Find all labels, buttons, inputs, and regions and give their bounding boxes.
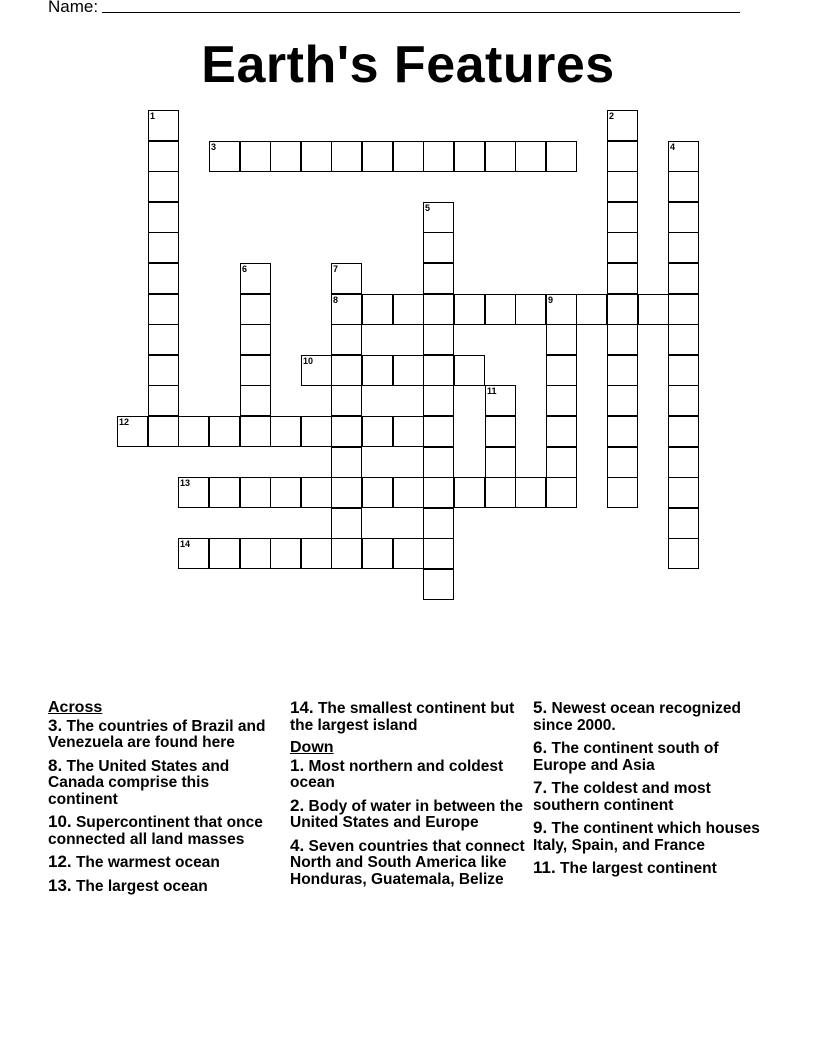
grid-cell[interactable] xyxy=(668,171,699,202)
grid-cell[interactable] xyxy=(454,477,485,508)
grid-cell[interactable] xyxy=(607,263,638,294)
grid-cell[interactable] xyxy=(423,232,454,263)
grid-cell[interactable] xyxy=(148,141,179,172)
grid-cell[interactable] xyxy=(485,141,516,172)
across-clue-13 xyxy=(48,875,280,896)
grid-cell[interactable] xyxy=(301,416,332,447)
grid-cell[interactable] xyxy=(485,294,516,325)
clue-text: Most northern and coldest ocean xyxy=(290,757,504,791)
clue-text: The largest continent xyxy=(560,860,717,877)
cell-number: 8 xyxy=(333,295,339,305)
across-clue-3 xyxy=(48,715,280,752)
clue-text: The largest ocean xyxy=(75,877,208,895)
grid-cell[interactable] xyxy=(607,141,638,172)
clue-number: 4. xyxy=(290,835,305,855)
down-clue-9 xyxy=(533,820,773,854)
grid-cell[interactable] xyxy=(148,202,179,233)
clue-number: 10. xyxy=(48,812,72,831)
grid-cell[interactable] xyxy=(148,263,179,294)
grid-cell[interactable] xyxy=(209,416,240,447)
cell-number: 2 xyxy=(609,111,615,121)
grid-cell[interactable] xyxy=(362,416,393,447)
grid-cell[interactable] xyxy=(301,477,332,508)
down-clue-2 xyxy=(290,795,526,832)
grid-cell[interactable] xyxy=(331,324,362,355)
cell-number: 11 xyxy=(487,386,497,396)
clue-column-2 xyxy=(290,700,526,894)
grid-cell[interactable] xyxy=(331,477,362,508)
grid-cell[interactable] xyxy=(240,477,271,508)
grid-cell[interactable] xyxy=(423,538,454,569)
grid-cell[interactable] xyxy=(240,416,271,447)
grid-cell[interactable] xyxy=(240,141,271,172)
grid-cell[interactable] xyxy=(607,447,638,478)
grid-cell[interactable] xyxy=(515,294,546,325)
grid-cell[interactable] xyxy=(546,141,577,172)
grid-cell[interactable] xyxy=(668,447,699,478)
grid-cell[interactable] xyxy=(393,416,424,447)
grid-cell[interactable] xyxy=(393,538,424,569)
grid-cell[interactable] xyxy=(178,416,209,447)
grid-cell[interactable] xyxy=(148,416,179,447)
grid-cell[interactable] xyxy=(607,202,638,233)
clue-text: The coldest and most southern continent xyxy=(533,780,711,814)
grid-cell[interactable] xyxy=(607,171,638,202)
cell-number: 9 xyxy=(548,295,554,305)
down-clue-5 xyxy=(533,700,773,734)
clue-number: 9. xyxy=(533,818,548,837)
grid-cell[interactable] xyxy=(148,232,179,263)
grid-cell[interactable] xyxy=(485,385,516,416)
grid-cell[interactable] xyxy=(331,508,362,539)
grid-cell[interactable] xyxy=(423,508,454,539)
grid-cell[interactable] xyxy=(423,324,454,355)
across-clue-12 xyxy=(48,854,280,872)
grid-cell[interactable] xyxy=(331,385,362,416)
clue-number: 13. xyxy=(48,875,72,895)
grid-cell[interactable] xyxy=(668,385,699,416)
down-heading: Down xyxy=(290,739,334,756)
grid-cell[interactable] xyxy=(331,141,362,172)
down-clue-7 xyxy=(533,780,773,814)
down-clue-1 xyxy=(290,755,526,792)
grid-cell[interactable] xyxy=(270,416,301,447)
grid-cell[interactable] xyxy=(485,447,516,478)
grid-cell[interactable] xyxy=(209,477,240,508)
clue-number: 3. xyxy=(48,715,63,735)
page-title: Earth's Features xyxy=(201,36,615,94)
grid-cell[interactable] xyxy=(423,294,454,325)
across-clue-14 xyxy=(290,700,526,734)
clue-number: 7. xyxy=(533,778,548,797)
grid-cell[interactable] xyxy=(668,355,699,386)
grid-cell[interactable] xyxy=(668,141,699,172)
grid-cell[interactable] xyxy=(546,355,577,386)
grid-cell[interactable] xyxy=(668,263,699,294)
grid-cell[interactable] xyxy=(638,294,669,325)
grid-cell[interactable] xyxy=(607,294,638,325)
clue-number: 6. xyxy=(533,738,548,757)
grid-cell[interactable] xyxy=(362,141,393,172)
grid-cell[interactable] xyxy=(668,232,699,263)
clue-column-1 xyxy=(48,700,280,901)
grid-cell[interactable] xyxy=(607,232,638,263)
grid-cell[interactable] xyxy=(240,324,271,355)
clue-number: 12. xyxy=(48,852,72,871)
grid-cell[interactable] xyxy=(423,355,454,386)
grid-cell[interactable] xyxy=(270,477,301,508)
grid-cell[interactable] xyxy=(454,294,485,325)
down-clue-4 xyxy=(290,835,526,889)
down-clue-6 xyxy=(533,740,773,774)
grid-cell[interactable] xyxy=(148,324,179,355)
grid-cell[interactable] xyxy=(668,416,699,447)
grid-cell[interactable] xyxy=(546,416,577,447)
clue-text: The warmest ocean xyxy=(75,854,220,871)
grid-cell[interactable] xyxy=(331,263,362,294)
grid-cell[interactable] xyxy=(423,141,454,172)
cell-number: 10 xyxy=(303,356,314,366)
clue-number: 11. xyxy=(533,858,556,877)
grid-cell[interactable] xyxy=(117,416,148,447)
grid-cell[interactable] xyxy=(393,294,424,325)
grid-cell[interactable] xyxy=(515,141,546,172)
grid-cell[interactable] xyxy=(209,538,240,569)
grid-cell[interactable] xyxy=(546,477,577,508)
grid-cell[interactable] xyxy=(178,538,209,569)
cell-number: 7 xyxy=(333,264,339,274)
cell-number: 12 xyxy=(119,417,130,427)
grid-cell[interactable] xyxy=(576,294,607,325)
grid-cell[interactable] xyxy=(301,355,332,386)
grid-cell[interactable] xyxy=(423,447,454,478)
grid-cell[interactable] xyxy=(668,508,699,539)
grid-cell[interactable] xyxy=(668,324,699,355)
clue-number: 1. xyxy=(290,755,305,775)
grid-cell[interactable] xyxy=(331,416,362,447)
grid-cell[interactable] xyxy=(423,263,454,294)
grid-cell[interactable] xyxy=(178,477,209,508)
grid-cell[interactable] xyxy=(393,477,424,508)
grid-cell[interactable] xyxy=(240,355,271,386)
grid-cell[interactable] xyxy=(240,385,271,416)
grid-cell[interactable] xyxy=(668,477,699,508)
grid-cell[interactable] xyxy=(331,538,362,569)
clue-text: The continent south of Europe and Asia xyxy=(533,740,719,774)
clue-text: Body of water in between the United States and Europe xyxy=(290,797,523,831)
grid-cell[interactable] xyxy=(454,355,485,386)
grid-cell[interactable] xyxy=(331,447,362,478)
grid-cell[interactable] xyxy=(546,447,577,478)
grid-cell[interactable] xyxy=(607,477,638,508)
grid-cell[interactable] xyxy=(515,477,546,508)
clue-number: 14. xyxy=(290,698,314,717)
grid-cell[interactable] xyxy=(546,294,577,325)
grid-cell[interactable] xyxy=(454,141,485,172)
grid-cell[interactable] xyxy=(423,477,454,508)
cell-number: 14 xyxy=(180,539,191,549)
cell-number: 5 xyxy=(425,203,431,213)
grid-cell[interactable] xyxy=(607,110,638,141)
grid-cell[interactable] xyxy=(362,538,393,569)
clue-text: Seven countries that connect North and South America like Honduras, Guatemala, Belize xyxy=(290,837,525,888)
clue-text: Newest ocean recognized since 2000. xyxy=(533,700,742,734)
cell-number: 6 xyxy=(242,264,248,274)
grid-cell[interactable] xyxy=(362,294,393,325)
grid-cell[interactable] xyxy=(393,141,424,172)
grid-cell[interactable] xyxy=(148,385,179,416)
across-clue-8 xyxy=(48,755,280,809)
clue-number: 2. xyxy=(290,795,305,815)
grid-cell[interactable] xyxy=(270,141,301,172)
across-clue-10 xyxy=(48,814,280,848)
grid-cell[interactable] xyxy=(546,385,577,416)
cell-number: 13 xyxy=(180,478,191,488)
name-label: Name: xyxy=(48,0,99,16)
clue-text: The smallest continent but the largest island xyxy=(290,700,515,734)
grid-cell[interactable] xyxy=(423,569,454,600)
grid-cell[interactable] xyxy=(270,538,301,569)
grid-cell[interactable] xyxy=(331,355,362,386)
grid-cell[interactable] xyxy=(423,385,454,416)
grid-cell[interactable] xyxy=(423,416,454,447)
grid-cell[interactable] xyxy=(362,477,393,508)
grid-cell[interactable] xyxy=(485,416,516,447)
grid-cell[interactable] xyxy=(668,294,699,325)
clue-number: 5. xyxy=(533,698,548,717)
grid-cell[interactable] xyxy=(668,538,699,569)
grid-cell[interactable] xyxy=(423,202,454,233)
clue-text: Supercontinent that once connected all land masses xyxy=(48,814,263,848)
grid-cell[interactable] xyxy=(362,355,393,386)
grid-cell[interactable] xyxy=(393,355,424,386)
grid-cell[interactable] xyxy=(209,141,240,172)
clue-number: 8. xyxy=(48,755,63,775)
grid-cell[interactable] xyxy=(607,416,638,447)
grid-cell[interactable] xyxy=(148,294,179,325)
cell-number: 4 xyxy=(670,142,676,152)
grid-cell[interactable] xyxy=(485,477,516,508)
clue-text: The countries of Brazil and Venezuela are found here xyxy=(48,717,266,751)
grid-cell[interactable] xyxy=(668,202,699,233)
grid-cell[interactable] xyxy=(607,385,638,416)
grid-cell[interactable] xyxy=(331,294,362,325)
clue-text: The United States and Canada comprise this continent xyxy=(48,757,230,808)
grid-cell[interactable] xyxy=(148,110,179,141)
grid-cell[interactable] xyxy=(607,324,638,355)
down-clue-11 xyxy=(533,860,773,878)
grid-cell[interactable] xyxy=(607,355,638,386)
cell-number: 3 xyxy=(211,142,217,152)
grid-cell[interactable] xyxy=(546,324,577,355)
grid-cell[interactable] xyxy=(240,263,271,294)
cell-number: 1 xyxy=(150,111,156,121)
grid-cell[interactable] xyxy=(240,538,271,569)
grid-cell[interactable] xyxy=(301,141,332,172)
grid-cell[interactable] xyxy=(148,171,179,202)
clue-column-3 xyxy=(533,700,773,884)
grid-cell[interactable] xyxy=(240,294,271,325)
across-heading: Across xyxy=(48,699,103,716)
grid-cell[interactable] xyxy=(148,355,179,386)
clue-text: The continent which houses Italy, Spain, and France xyxy=(533,820,760,854)
grid-cell[interactable] xyxy=(301,538,332,569)
